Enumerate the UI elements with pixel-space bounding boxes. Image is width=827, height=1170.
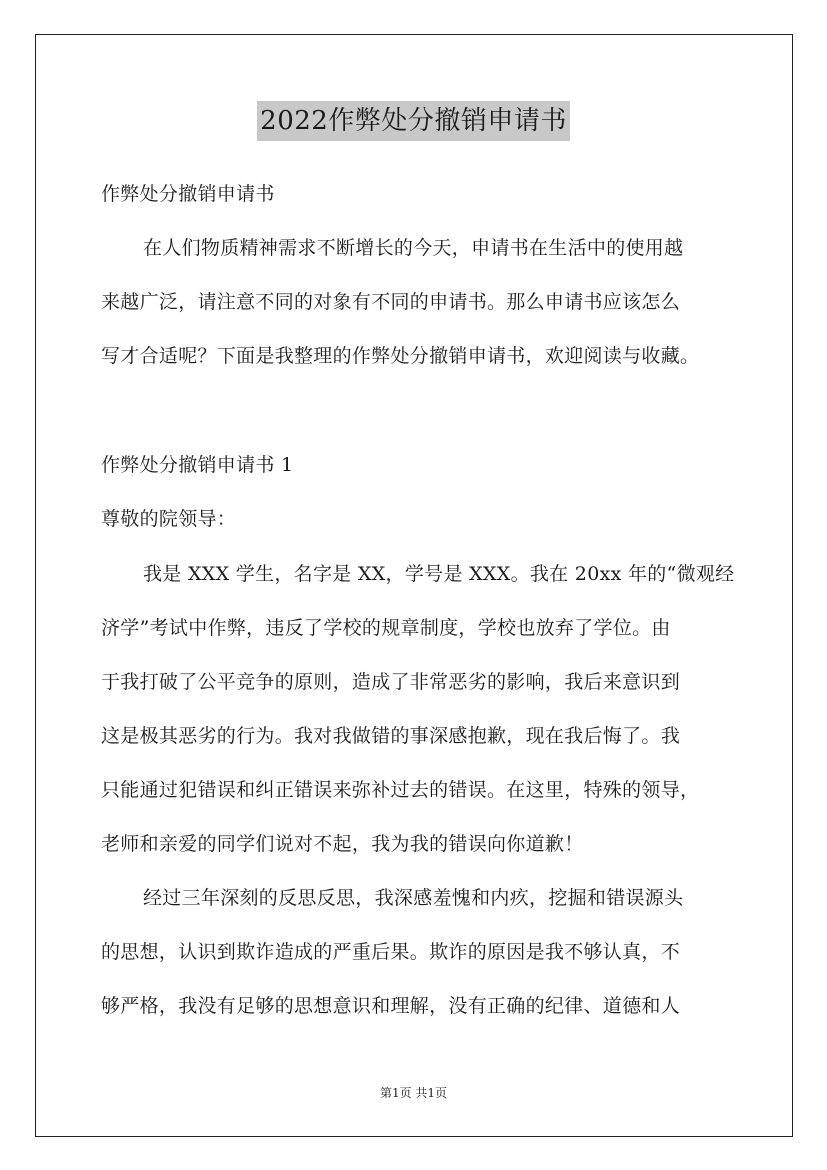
document-title: 2022作弊处分撤销申请书 xyxy=(257,101,570,141)
body-line-7: 经过三年深刻的反思反思，我深感羞愧和内疚，挖掘和错误源头 xyxy=(143,887,684,909)
section-heading: 作弊处分撤销申请书 1 xyxy=(101,454,294,476)
subheading: 作弊处分撤销申请书 xyxy=(101,183,275,205)
intro-line-2: 来越广泛，请注意不同的对象有不同的申请书。那么申请书应该怎么 xyxy=(101,291,681,313)
salutation: 尊敬的院领导： xyxy=(101,508,237,530)
body-line-8: 的思想，认识到欺诈造成的严重后果。欺诈的原因是我不够认真，不 xyxy=(101,941,681,963)
body-line-3: 于我打破了公平竞争的原则，造成了非常恶劣的影响，我后来意识到 xyxy=(101,671,681,693)
page-footer: 第1页 共1页 xyxy=(379,1086,448,1100)
body-line-1: 我是 XXX 学生，名字是 XX，学号是 XXX。我在 20xx 年的“微观经 xyxy=(143,563,735,585)
body-line-4: 这是极其恶劣的行为。我对我做错的事深感抱歉，现在我后悔了。我 xyxy=(101,725,681,747)
body-line-9: 够严格，我没有足够的思想意识和理解，没有正确的纪律、道德和人 xyxy=(101,995,681,1017)
body-line-6: 老师和亲爱的同学们说对不起，我为我的错误向你道歉！ xyxy=(101,833,584,855)
title-container xyxy=(0,101,827,141)
intro-line-1: 在人们物质精神需求不断增长的今天，申请书在生活中的使用越 xyxy=(143,237,684,259)
intro-line-3: 写才合适呢？下面是我整理的作弊处分撤销申请书，欢迎阅读与收藏。 xyxy=(101,345,700,367)
body-line-5: 只能通过犯错误和纠正错误来弥补过去的错误。在这里，特殊的领导， xyxy=(101,779,700,801)
body-line-2: 济学”考试中作弊，违反了学校的规章制度，学校也放弃了学位。由 xyxy=(101,617,671,639)
